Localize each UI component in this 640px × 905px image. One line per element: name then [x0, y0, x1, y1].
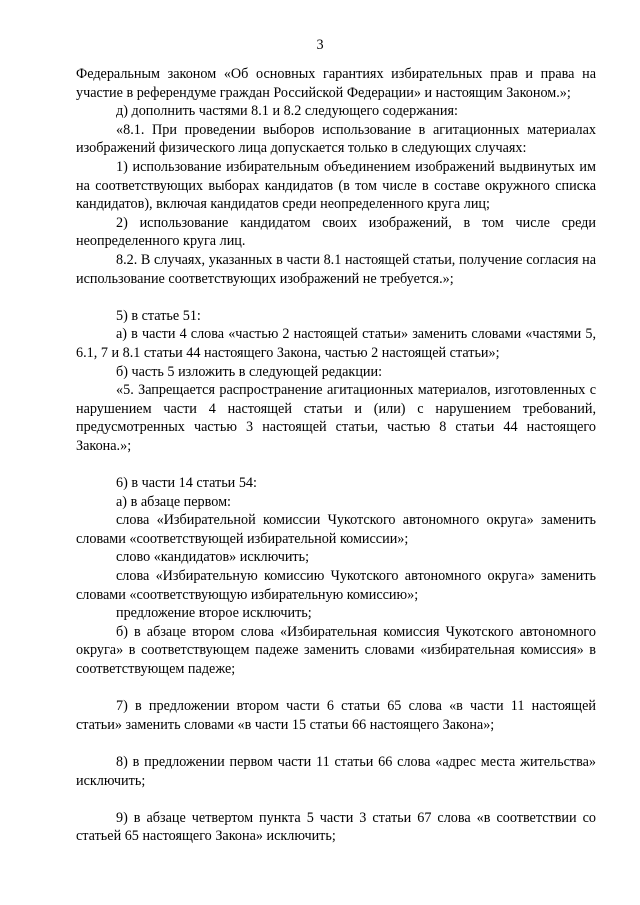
paragraph-gap — [76, 734, 596, 753]
paragraph: д) дополнить частями 8.1 и 8.2 следующего содержания: — [116, 103, 458, 120]
paragraph: 8.2. В случаях, указанных в части 8.1 настоящей статьи, получение согласия на использование соответствующих изображений не требуется.»; — [76, 251, 596, 287]
paragraph: 1) использование избирательным объединением изображений выдвинутых им на соответствующих выборах кандидатов (в том числе в составе окружного списка кандидатов), включая кандидатов среди неопределенного круга лиц; — [76, 158, 596, 213]
paragraph: «5. Запрещается распространение агитационных материалов, изготовленных с нарушением части 4 настоящей статьи и (или) с нарушением требований, предусмотренных частью 3 настоящей статьи, частью 8 статьи 44 настоящего Закона.»; — [76, 382, 596, 454]
paragraph: б) в абзаце втором слова «Избирательная комиссия Чукотского автономного округа» в соответствующем падеже заменить словами «избирательная комиссия» в соответствующем падеже; — [76, 623, 596, 677]
paragraph: 9) в абзаце четвертом пункта 5 части 3 статьи 67 слова «в соответствии со статьей 65 настоящего Закона» исключить; — [76, 809, 596, 845]
paragraph: 7) в предложении втором части 6 статьи 65 слова «в части 11 настоящей статьи» заменить словами «в части 15 статьи 66 настоящего Закона»; — [76, 698, 596, 733]
paragraph: слова «Избирательной комиссии Чукотского автономного округа» заменить словами «соответствующей избирательной комиссии»; — [76, 512, 596, 547]
page-number: 3 — [316, 37, 324, 53]
paragraph: б) часть 5 изложить в следующей редакции: — [116, 363, 383, 380]
paragraph: а) в части 4 слова «частью 2 настоящей статьи» заменить словами «частями 5, 6.1, 7 и 8.1 статьи 44 настоящего Закона, частью 2 настоящей статьи»; — [76, 326, 596, 361]
paragraph: 2) использование кандидатом своих изображений, в том числе среди неопределенного круга лиц. — [76, 214, 596, 250]
document-body — [76, 65, 596, 846]
paragraph-gap — [76, 288, 596, 307]
paragraph: 6) в части 14 статьи 54: — [116, 475, 257, 492]
paragraph: 5) в статье 51: — [116, 307, 201, 324]
paragraph: предложение второе исключить; — [116, 605, 312, 622]
paragraph: Федеральным законом «Об основных гарантиях избирательных прав и права на участие в референдуме граждан Российской Федерации» и настоящим Законом.»; — [76, 66, 596, 101]
paragraph: слово «кандидатов» исключить; — [116, 549, 310, 566]
paragraph-gap — [76, 790, 596, 809]
paragraph: слова «Избирательную комиссию Чукотского автономного округа» заменить словами «соответствующую избирательную комиссию»; — [76, 568, 596, 603]
paragraph-gap — [76, 455, 596, 474]
paragraph: а) в абзаце первом: — [116, 493, 231, 510]
paragraph-gap — [76, 679, 596, 698]
paragraph: 8) в предложении первом части 11 статьи 66 слова «адрес места жительства» исключить; — [76, 753, 596, 789]
paragraph: «8.1. При проведении выборов использование в агитационных материалах изображений физического лица допускается только в следующих случаях: — [76, 121, 596, 157]
